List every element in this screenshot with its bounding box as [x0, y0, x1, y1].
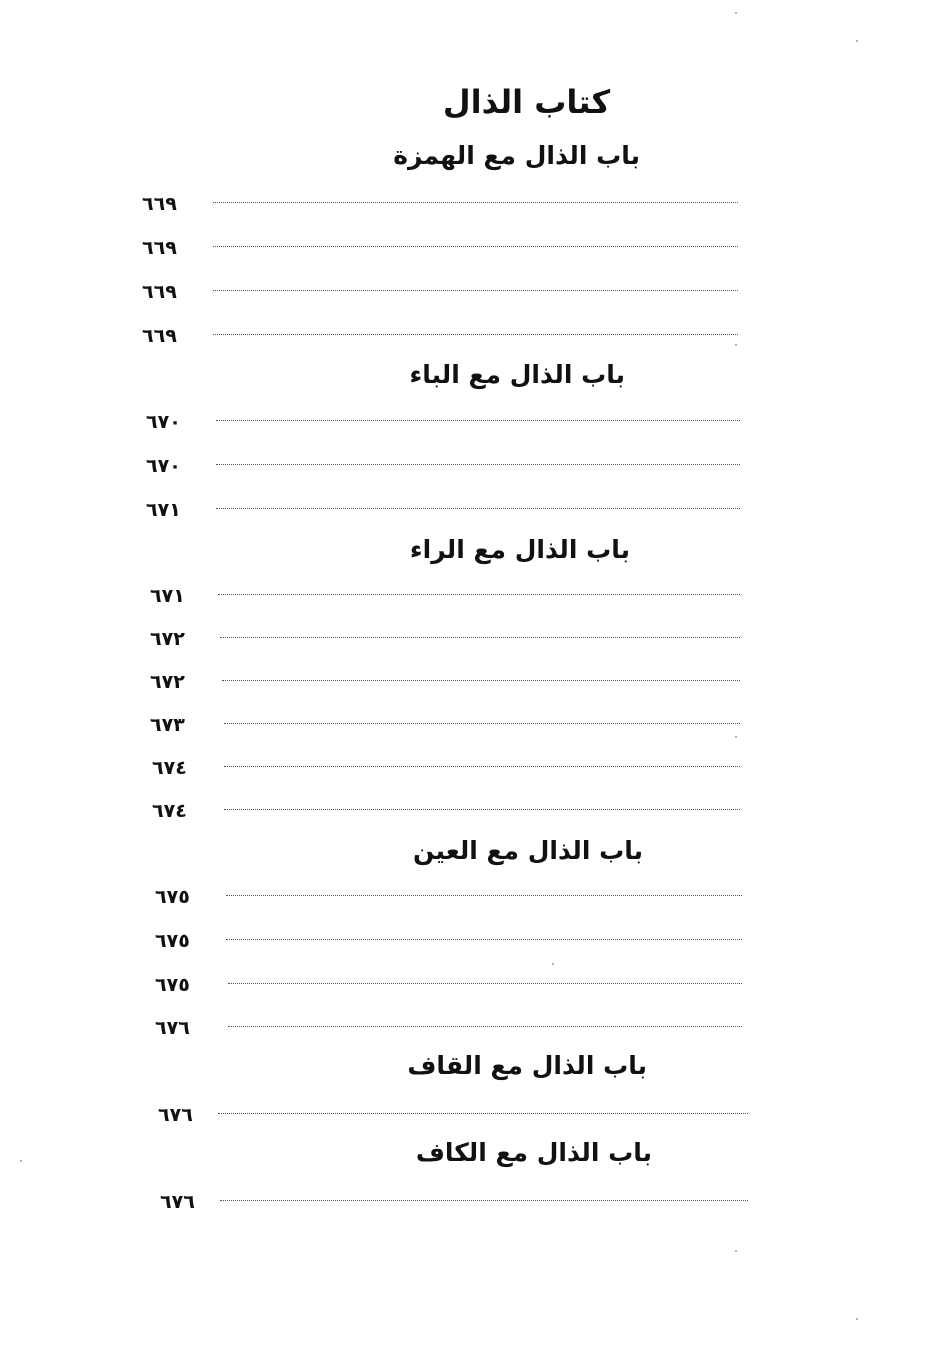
dot-leader [226, 939, 742, 940]
section-heading: باب الذال مع الهمزة [393, 141, 640, 170]
dot-leader [216, 464, 740, 465]
dot-leader [213, 202, 738, 203]
scan-speck [735, 736, 737, 738]
dot-leader [213, 246, 738, 247]
entry-page: ٦٦٩ [142, 325, 177, 347]
entry-page: ٦٧٥ [155, 886, 190, 908]
scan-speck [856, 1318, 858, 1320]
dot-leader [213, 290, 738, 291]
section-heading: باب الذال مع العين [413, 836, 643, 865]
entry-page: ٦٧٠ [146, 455, 181, 477]
entry-page: ٦٧٣ [150, 714, 185, 736]
dot-leader [224, 723, 740, 724]
entry-page: ٦٧٢ [150, 628, 185, 650]
dot-leader [220, 637, 740, 638]
dot-leader [228, 1026, 742, 1027]
dot-leader [224, 766, 740, 767]
entry-page: ٦٦٩ [142, 237, 177, 259]
dot-leader [216, 420, 740, 421]
entry-page: ٦٦٩ [142, 193, 177, 215]
dot-leader [213, 334, 738, 335]
dot-leader [226, 895, 742, 896]
book-title: كتاب الذال [442, 83, 611, 121]
dot-leader [224, 809, 740, 810]
dot-leader [218, 594, 740, 595]
entry-page: ٦٧٦ [158, 1104, 193, 1126]
entry-page: ٦٧٠ [146, 411, 181, 433]
entry-page: ٦٧٦ [155, 1017, 190, 1039]
entry-page: ٦٧٦ [160, 1191, 195, 1213]
entry-page: ٦٧٥ [155, 974, 190, 996]
scan-speck [856, 40, 858, 42]
scan-speck [735, 1250, 737, 1252]
dot-leader [220, 1200, 748, 1201]
entry-page: ٦٧٥ [155, 930, 190, 952]
scan-speck [20, 1160, 22, 1162]
dot-leader [218, 1113, 748, 1114]
entry-page: ٦٧٤ [152, 757, 187, 779]
entry-page: ٦٦٩ [142, 281, 177, 303]
scan-speck [552, 963, 554, 965]
entry-page: ٦٧٤ [152, 800, 187, 822]
dot-leader [216, 508, 740, 509]
section-heading: باب الذال مع الباء [409, 360, 625, 389]
dot-leader [222, 680, 740, 681]
entry-page: ٦٧١ [150, 585, 185, 607]
section-heading: باب الذال مع القاف [407, 1051, 647, 1080]
entry-page: ٦٧٢ [150, 671, 185, 693]
dot-leader [228, 983, 742, 984]
scan-speck [735, 12, 737, 14]
entry-page: ٦٧١ [146, 499, 181, 521]
section-heading: باب الذال مع الراء [409, 535, 630, 564]
section-heading: باب الذال مع الكاف [415, 1138, 652, 1167]
scan-speck [735, 344, 737, 346]
